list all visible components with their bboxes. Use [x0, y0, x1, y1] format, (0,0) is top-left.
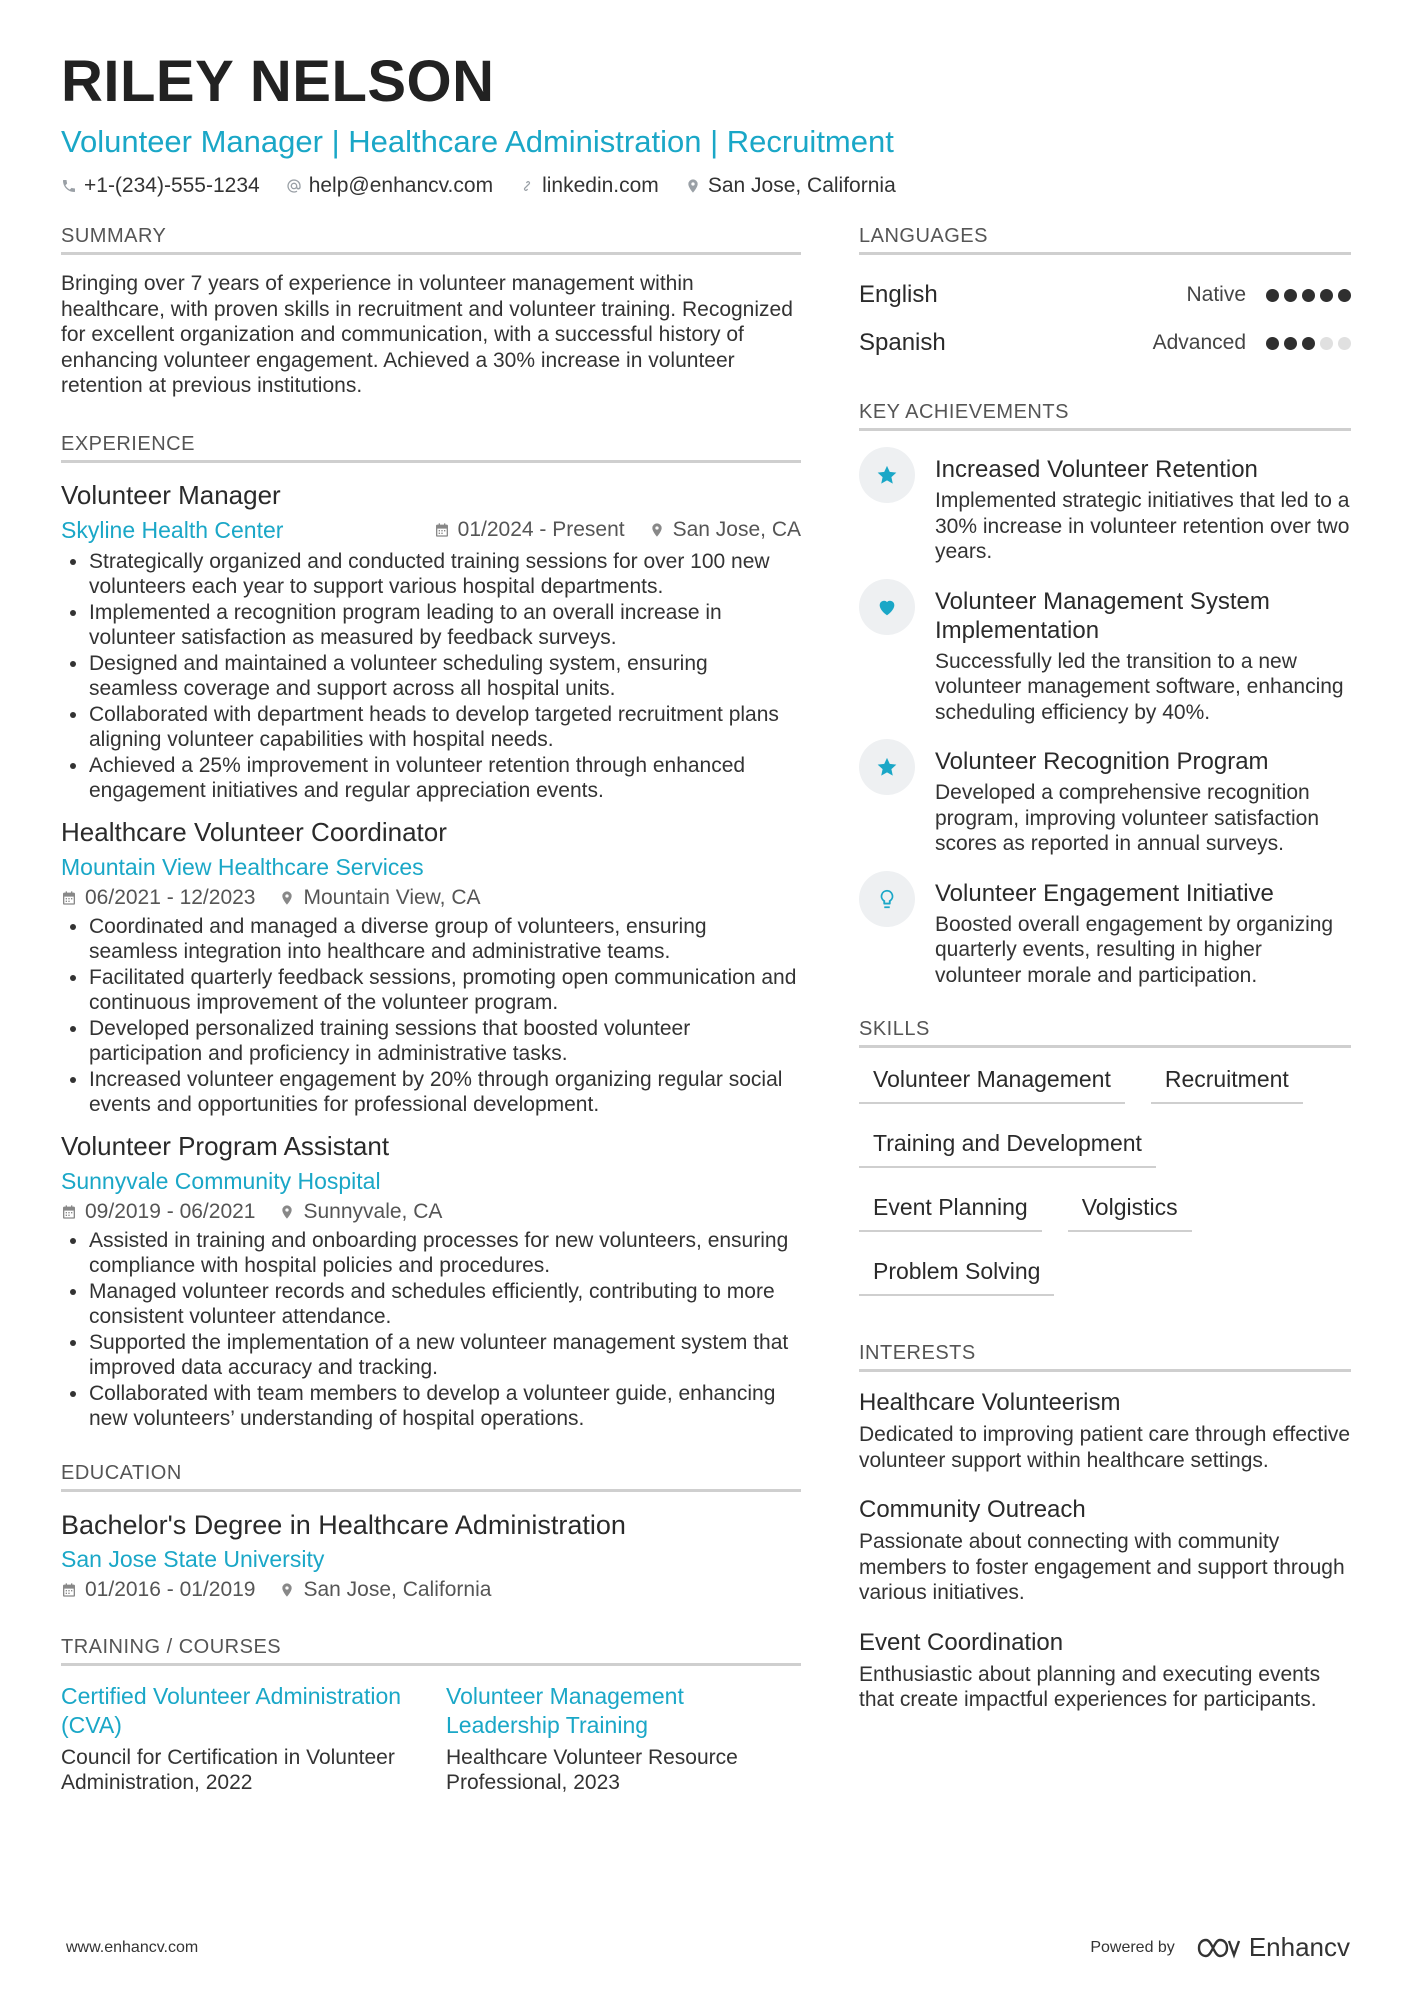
language-level-group	[1186, 283, 1351, 307]
interest-text: Enthusiastic about planning and executing events that create impactful experiences for participants.	[859, 1662, 1321, 1711]
section-heading: EXPERIENCE	[61, 433, 801, 463]
achievement-icon-badge	[859, 871, 915, 927]
course-item	[61, 1682, 416, 1796]
skill-tag: Problem Solving	[859, 1256, 1054, 1296]
job-meta	[434, 518, 801, 542]
star-icon	[876, 464, 898, 486]
course-title: Volunteer Management Leadership Training	[446, 1682, 684, 1738]
phone-icon	[61, 178, 77, 194]
dot-empty	[1320, 337, 1333, 350]
calendar-icon	[61, 1582, 77, 1598]
summary-section	[61, 225, 801, 399]
job-entry	[61, 479, 801, 804]
interest-item	[859, 1388, 1351, 1473]
language-level: Native	[1186, 283, 1246, 306]
section-heading: LANGUAGES	[859, 225, 1351, 255]
achievement-title: Volunteer Engagement Initiative	[935, 879, 1274, 907]
star-icon	[876, 756, 898, 778]
dot-filled	[1266, 337, 1279, 350]
location-pin-icon	[279, 890, 295, 906]
company-name: Skyline Health Center	[61, 516, 284, 543]
education-dates	[61, 1578, 255, 1602]
interest-title: Healthcare Volunteerism	[859, 1389, 1121, 1416]
location-pin-icon	[279, 1582, 295, 1598]
bullet-item: • Collaborated with department heads to develop targeted recruitment plans aligning volunteer capabilities with hospital needs.	[89, 702, 801, 753]
company-name: Mountain View Healthcare Services	[61, 853, 424, 880]
job-location-text: Sunnyvale, CA	[303, 1199, 443, 1223]
bullet-item: • Assisted in training and onboarding processes for new volunteers, ensuring compliance with hospital policies and procedures.	[89, 1228, 801, 1279]
job-meta	[61, 1200, 801, 1224]
dot-filled	[1284, 337, 1297, 350]
dot-filled	[1266, 289, 1279, 302]
job-dates-text: 06/2021 - 12/2023	[85, 885, 256, 909]
course-provider: Healthcare Volunteer Resource Professional, 2023	[446, 1745, 738, 1794]
candidate-name: RILEY NELSON	[61, 49, 495, 114]
section-heading: TRAINING / COURSES	[61, 1636, 801, 1666]
interest-item	[859, 1628, 1351, 1713]
skill-tag: Volgistics	[1068, 1192, 1192, 1232]
achievement-item	[859, 879, 1351, 989]
link-icon	[519, 178, 535, 194]
calendar-icon	[434, 522, 450, 538]
achievement-item	[859, 455, 1351, 565]
dot-empty	[1338, 337, 1351, 350]
education-location-text: San Jose, California	[303, 1577, 492, 1601]
job-bullets	[61, 914, 801, 1118]
bullet-item: • Increased volunteer engagement by 20% through organizing regular social events and opportunities for professional development.	[89, 1067, 801, 1118]
job-bullets	[61, 549, 801, 804]
job-dates	[434, 518, 625, 542]
contact-row	[61, 174, 1351, 198]
company-name: Sunnyvale Community Hospital	[61, 1167, 381, 1194]
job-title: Healthcare Volunteer Coordinator	[61, 816, 447, 847]
training-section	[61, 1636, 801, 1796]
job-location	[649, 518, 801, 542]
language-item	[859, 271, 1351, 319]
location-pin-icon	[279, 1204, 295, 1220]
footer-website[interactable]: www.enhancv.com	[66, 1938, 199, 1956]
contact-email[interactable]	[286, 174, 493, 198]
course-title: Certified Volunteer Administration (CVA)	[61, 1682, 402, 1738]
calendar-icon	[61, 1204, 77, 1220]
dot-filled	[1302, 337, 1315, 350]
heart-icon	[876, 596, 898, 618]
location-pin-icon	[685, 178, 701, 194]
course-item	[446, 1682, 801, 1796]
contact-phone	[61, 174, 260, 198]
job-bullets	[61, 1228, 801, 1432]
candidate-title: Volunteer Manager | Healthcare Administration | Recruitment	[61, 124, 894, 159]
proficiency-dots	[1266, 337, 1351, 350]
achievements-section	[859, 401, 1351, 988]
courses-list	[61, 1682, 801, 1796]
bullet-item: • Designed and maintained a volunteer scheduling system, ensuring seamless coverage and support across all hospital units.	[89, 651, 801, 702]
calendar-icon	[61, 890, 77, 906]
at-icon	[286, 178, 302, 194]
left-column	[61, 225, 801, 1830]
achievement-title: Volunteer Recognition Program	[935, 748, 1269, 775]
interests-section	[859, 1342, 1351, 1713]
achievement-body	[935, 455, 1351, 565]
dot-filled	[1284, 289, 1297, 302]
interest-title: Event Coordination	[859, 1628, 1064, 1656]
right-column	[859, 225, 1351, 1747]
experience-section	[61, 433, 801, 1432]
achievement-text: Developed a comprehensive recognition program, improving volunteer satisfaction scores as reported in annual surveys.	[935, 781, 1320, 855]
job-meta	[61, 886, 801, 910]
powered-by	[1090, 1932, 1350, 1963]
bullet-item: • Achieved a 25% improvement in volunteer retention through enhanced engagement initiatives and regular appreciation events.	[89, 753, 801, 804]
email-text[interactable]: help@enhancv.com	[308, 174, 494, 197]
contact-location	[685, 174, 896, 198]
language-name: Spanish	[859, 329, 946, 356]
job-location	[279, 886, 480, 910]
languages-section	[859, 225, 1351, 367]
achievement-title: Increased Volunteer Retention	[935, 456, 1258, 483]
skills-section	[859, 1018, 1351, 1320]
interest-text: Dedicated to improving patient care through effective volunteer support within healthcare settings.	[859, 1423, 1351, 1472]
skill-tag: Event Planning	[859, 1192, 1042, 1232]
section-heading: EDUCATION	[61, 1462, 801, 1492]
bullet-item: • Facilitated quarterly feedback sessions, promoting open communication and continuous improvement of the volunteer program.	[89, 965, 801, 1016]
dot-filled	[1320, 289, 1333, 302]
job-dates-text: 01/2024 - Present	[457, 517, 625, 541]
language-level: Advanced	[1152, 331, 1246, 354]
achievement-item	[859, 747, 1351, 857]
bullet-item: • Implemented a recognition program leading to an overall increase in volunteer satisfaction as measured by feedback surveys.	[89, 600, 801, 651]
achievement-body	[935, 879, 1351, 989]
job-title: Volunteer Program Assistant	[61, 1130, 390, 1161]
achievement-body	[935, 587, 1351, 726]
job-entry	[61, 1130, 801, 1432]
achievement-icon-badge	[859, 739, 915, 795]
interest-title: Community Outreach	[859, 1496, 1086, 1523]
degree-title: Bachelor's Degree in Healthcare Administration	[61, 1509, 626, 1540]
language-item	[859, 319, 1351, 367]
section-heading: INTERESTS	[859, 1342, 1351, 1372]
bullet-item: • Coordinated and managed a diverse group of volunteers, ensuring seamless integration into healthcare and administrative teams.	[89, 914, 801, 965]
resume-header	[61, 48, 1351, 198]
achievement-text: Boosted overall engagement by organizing quarterly events, resulting in higher volunteer morale and participation.	[935, 912, 1334, 987]
contact-linkedin[interactable]	[519, 174, 659, 198]
lightbulb-icon	[876, 888, 898, 910]
education-meta	[61, 1578, 801, 1602]
section-heading: SUMMARY	[61, 225, 801, 255]
bullet-item: • Collaborated with team members to develop a volunteer guide, enhancing new volunteers’ understanding of hospital operations.	[89, 1381, 801, 1432]
linkedin-text[interactable]: linkedin.com	[542, 174, 659, 197]
job-location-text: Mountain View, CA	[303, 885, 481, 909]
achievement-item	[859, 587, 1351, 726]
interest-text: Passionate about connecting with community members to foster engagement and support through various initiatives.	[859, 1530, 1345, 1604]
section-heading: KEY ACHIEVEMENTS	[859, 401, 1351, 431]
location-text: San Jose, California	[707, 174, 896, 197]
company-row	[61, 515, 801, 545]
achievement-icon-badge	[859, 579, 915, 635]
skills-list	[859, 1064, 1351, 1320]
powered-by-label: Powered by	[1090, 1938, 1175, 1956]
bullet-item: • Strategically organized and conducted training sessions for over 100 new volunteers each year to support various hospital departments.	[89, 549, 801, 600]
brand-name: Enhancv	[1248, 1932, 1350, 1962]
enhancv-logo-icon	[1195, 1935, 1241, 1961]
job-dates	[61, 1200, 255, 1224]
bullet-item: • Developed personalized training sessions that boosted volunteer participation and proficiency in administrative tasks.	[89, 1016, 801, 1067]
skill-tag: Recruitment	[1151, 1064, 1303, 1104]
education-section	[61, 1462, 801, 1602]
course-provider: Council for Certification in Volunteer Administration, 2022	[61, 1745, 395, 1794]
language-level-group	[1153, 331, 1351, 355]
summary-text: Bringing over 7 years of experience in volunteer management within healthcare, with proven skills in recruitment and volunteer training. Recognized for excellent organization and communication, with a successful history of enhancing volunteer engagement. Achieved a 30% increase in volunteer retention at previous institutions.	[61, 272, 793, 397]
achievement-icon-badge	[859, 447, 915, 503]
language-name: English	[859, 281, 938, 308]
location-pin-icon	[649, 522, 665, 538]
job-title: Volunteer Manager	[61, 479, 281, 510]
job-location	[279, 1200, 442, 1224]
page-footer	[66, 1932, 1350, 1963]
phone-text: +1-(234)-555-1234	[84, 174, 260, 197]
skill-tag: Volunteer Management	[859, 1064, 1125, 1104]
school-name: San Jose State University	[61, 1545, 325, 1572]
job-dates-text: 09/2019 - 06/2021	[85, 1199, 256, 1223]
education-dates-text: 01/2016 - 01/2019	[85, 1577, 256, 1601]
dot-filled	[1302, 289, 1315, 302]
bullet-item: • Supported the implementation of a new volunteer management system that improved data accuracy and tracking.	[89, 1330, 801, 1381]
achievement-text: Implemented strategic initiatives that led to a 30% increase in volunteer retention over two years.	[935, 489, 1350, 563]
achievement-text: Successfully led the transition to a new volunteer management software, enhancing scheduling efficiency by 40%.	[935, 649, 1344, 724]
education-location	[279, 1578, 491, 1602]
skill-tag: Training and Development	[859, 1128, 1156, 1168]
dot-filled	[1338, 289, 1351, 302]
bullet-item: • Managed volunteer records and schedules efficiently, contributing to more consistent volunteer attendance.	[89, 1279, 801, 1330]
proficiency-dots	[1266, 289, 1351, 302]
interest-item	[859, 1495, 1351, 1606]
achievement-title: Volunteer Management System Implementation	[935, 587, 1270, 644]
achievement-body	[935, 747, 1351, 857]
job-entry	[61, 816, 801, 1118]
section-heading: SKILLS	[859, 1018, 1351, 1048]
job-dates	[61, 886, 255, 910]
enhancv-logo[interactable]	[1195, 1932, 1350, 1963]
job-location-text: San Jose, CA	[672, 517, 801, 541]
